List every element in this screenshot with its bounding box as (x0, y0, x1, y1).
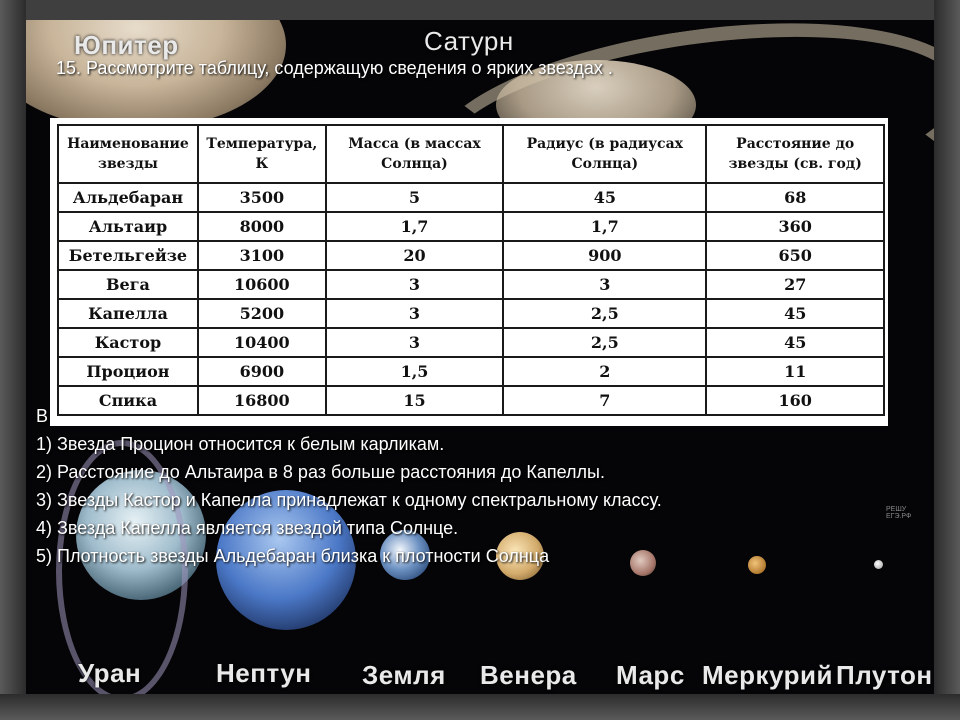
option-2: 2) Расстояние до Альтаира в 8 раз больше расстояния до Капеллы. (36, 462, 605, 482)
cell-name: Спика (58, 386, 198, 415)
table-row (58, 386, 884, 415)
option-1: 1) Звезда Процион относится к белым карликам. (36, 434, 445, 454)
planet-label-venus: Венера (480, 660, 577, 690)
frame-left (0, 0, 26, 720)
header-distance: Расстояние до звезды (св. год) (706, 125, 884, 183)
cell-temperature: 3500 (198, 183, 326, 212)
planet-label-mars: Марс (616, 660, 685, 690)
cell-mass: 1,5 (326, 357, 503, 386)
cell-temperature: 8000 (198, 212, 326, 241)
cell-temperature: 3100 (198, 241, 326, 270)
cell-temperature: 6900 (198, 357, 326, 386)
cell-mass: 1,7 (326, 212, 503, 241)
header-mass: Масса (в массах Солнца) (326, 125, 503, 183)
planet-label-saturn: Сатурн (424, 26, 514, 56)
cell-radius: 900 (503, 241, 706, 270)
cell-mass: 3 (326, 270, 503, 299)
cell-temperature: 10600 (198, 270, 326, 299)
header-name: Наименование звезды (58, 125, 198, 183)
table-row (58, 183, 884, 212)
cell-radius: 3 (503, 270, 706, 299)
planet-label-earth: Земля (362, 660, 446, 690)
cell-radius: 2,5 (503, 299, 706, 328)
cell-name: Альтаир (58, 212, 198, 241)
table-row (58, 270, 884, 299)
option-3: 3) Звезды Кастор и Капелла принадлежат к одному спектральному классу. (36, 490, 662, 510)
cell-temperature: 5200 (198, 299, 326, 328)
cell-distance: 360 (706, 212, 884, 241)
planet-label-pluto: Плутон (836, 660, 933, 690)
cell-distance: 11 (706, 357, 884, 386)
planet-label-jupiter: Юпитер (74, 30, 179, 60)
table-row (58, 299, 884, 328)
watermark: РЕШУ ЕГЭ.РФ (886, 506, 912, 520)
cell-temperature: 16800 (198, 386, 326, 415)
frame-right (934, 0, 960, 720)
table-row (58, 357, 884, 386)
option-4: 4) Звезда Капелла является звездой типа Солнце. (36, 518, 459, 538)
frame-top (0, 0, 960, 20)
cell-distance: 45 (706, 328, 884, 357)
mercury-image (748, 556, 766, 574)
cell-distance: 45 (706, 299, 884, 328)
cell-mass: 15 (326, 386, 503, 415)
planet-label-uranus: Уран (78, 658, 142, 688)
cell-mass: 5 (326, 183, 503, 212)
frame-bottom (0, 694, 960, 720)
cell-mass: 3 (326, 328, 503, 357)
cell-name: Альдебаран (58, 183, 198, 212)
cell-mass: 20 (326, 241, 503, 270)
pluto-image (874, 560, 883, 569)
option-5: 5) Плотность звезды Альдебаран близка к плотности Солнца (36, 546, 550, 566)
table-row (58, 328, 884, 357)
table-row (58, 212, 884, 241)
cell-name: Процион (58, 357, 198, 386)
answer-options (36, 402, 662, 570)
header-temperature: Температура, К (198, 125, 326, 183)
cell-distance: 650 (706, 241, 884, 270)
cell-radius: 45 (503, 183, 706, 212)
cell-radius: 1,7 (503, 212, 706, 241)
cell-radius: 2,5 (503, 328, 706, 357)
cell-distance: 160 (706, 386, 884, 415)
cell-radius: 7 (503, 386, 706, 415)
cell-mass: 3 (326, 299, 503, 328)
slide (26, 20, 934, 694)
options-prefix: В (36, 406, 49, 426)
cell-name: Вега (58, 270, 198, 299)
table-row (58, 241, 884, 270)
planet-label-neptune: Нептун (216, 658, 312, 688)
cell-name: Бетельгейзе (58, 241, 198, 270)
stars-table (57, 124, 885, 416)
task-text: 15. Рассмотрите таблицу, содержащую сведения о ярких звездах . (56, 58, 613, 78)
cell-radius: 2 (503, 357, 706, 386)
cell-name: Кастор (58, 328, 198, 357)
cell-distance: 68 (706, 183, 884, 212)
header-radius: Радиус (в радиусах Солнца) (503, 125, 706, 183)
cell-distance: 27 (706, 270, 884, 299)
table-header-row (58, 125, 884, 183)
cell-temperature: 10400 (198, 328, 326, 357)
cell-name: Капелла (58, 299, 198, 328)
planet-label-mercury: Меркурий (702, 660, 833, 690)
